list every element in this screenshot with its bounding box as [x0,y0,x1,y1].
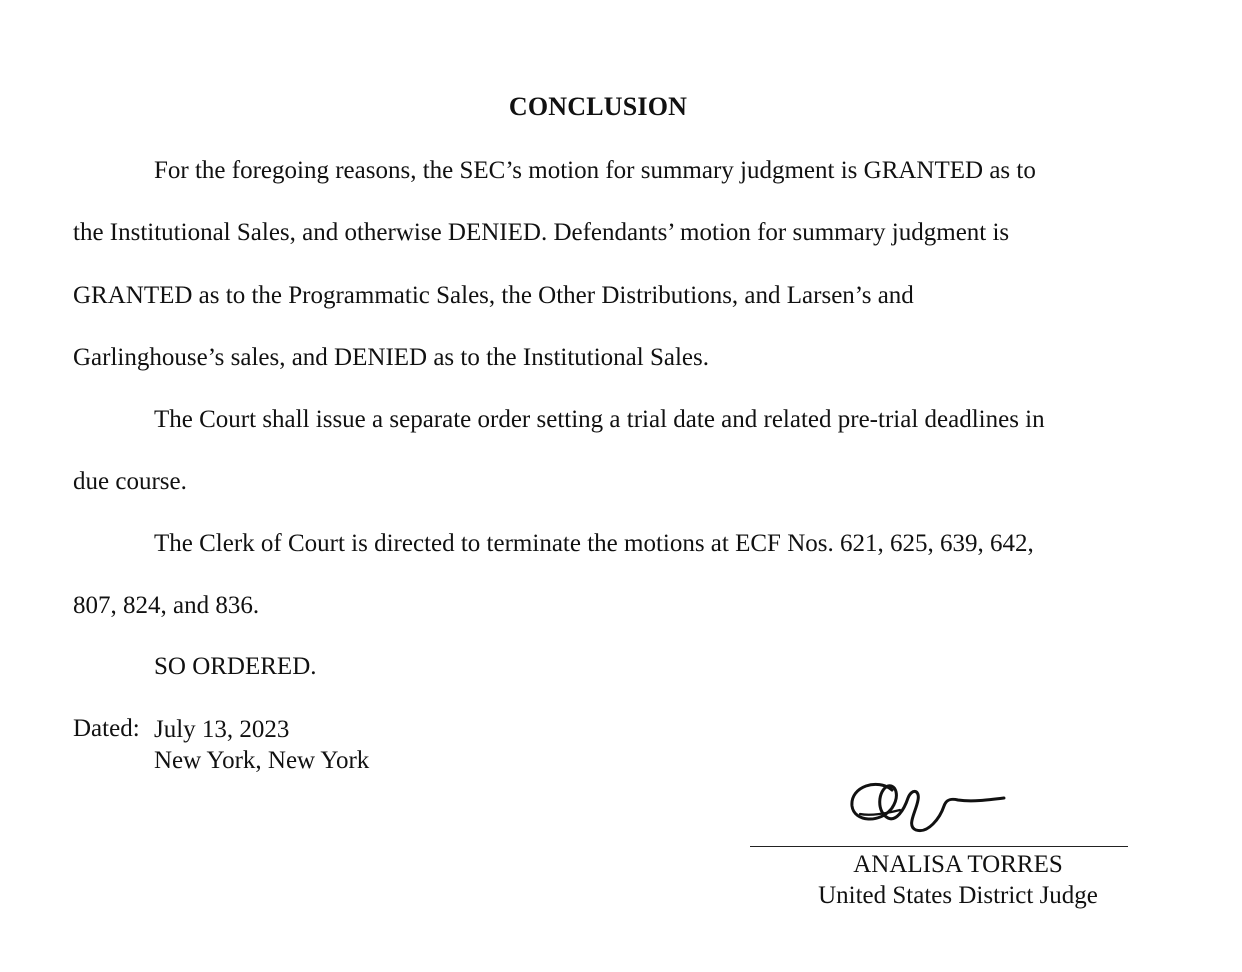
dated-date: July 13, 2023 [154,716,290,743]
so-ordered: SO ORDERED. [154,653,317,680]
paragraph-3-line-2: 807, 824, and 836. [73,592,260,619]
section-heading: CONCLUSION [508,92,688,121]
signature-line [750,846,1128,847]
paragraph-1-line-1: For the foregoing reasons, the SEC’s motion for summary judgment is GRANTED as to [154,157,1036,184]
paragraph-3-line-1: The Clerk of Court is directed to terminate the motions at ECF Nos. 621, 625, 639, 642, [154,530,1034,557]
paragraph-2-line-1: The Court shall issue a separate order setting a trial date and related pre-trial deadlines in [154,406,1045,433]
judge-name: ANALISA TORRES [853,851,1063,878]
judge-title: United States District Judge [818,882,1098,909]
judge-signature [840,770,1020,842]
paragraph-1-line-2: the Institutional Sales, and otherwise DENIED. Defendants’ motion for summary judgment is [73,219,1010,246]
dated-place: New York, New York [154,747,370,774]
dated-value [154,714,369,776]
dated-label: Dated: [73,715,140,742]
paragraph-1-line-4: Garlinghouse’s sales, and DENIED as to the Institutional Sales. [73,344,709,371]
paragraph-2-line-2: due course. [73,468,187,495]
paragraph-1-line-3: GRANTED as to the Programmatic Sales, the Other Distributions, and Larsen’s and [73,282,914,309]
